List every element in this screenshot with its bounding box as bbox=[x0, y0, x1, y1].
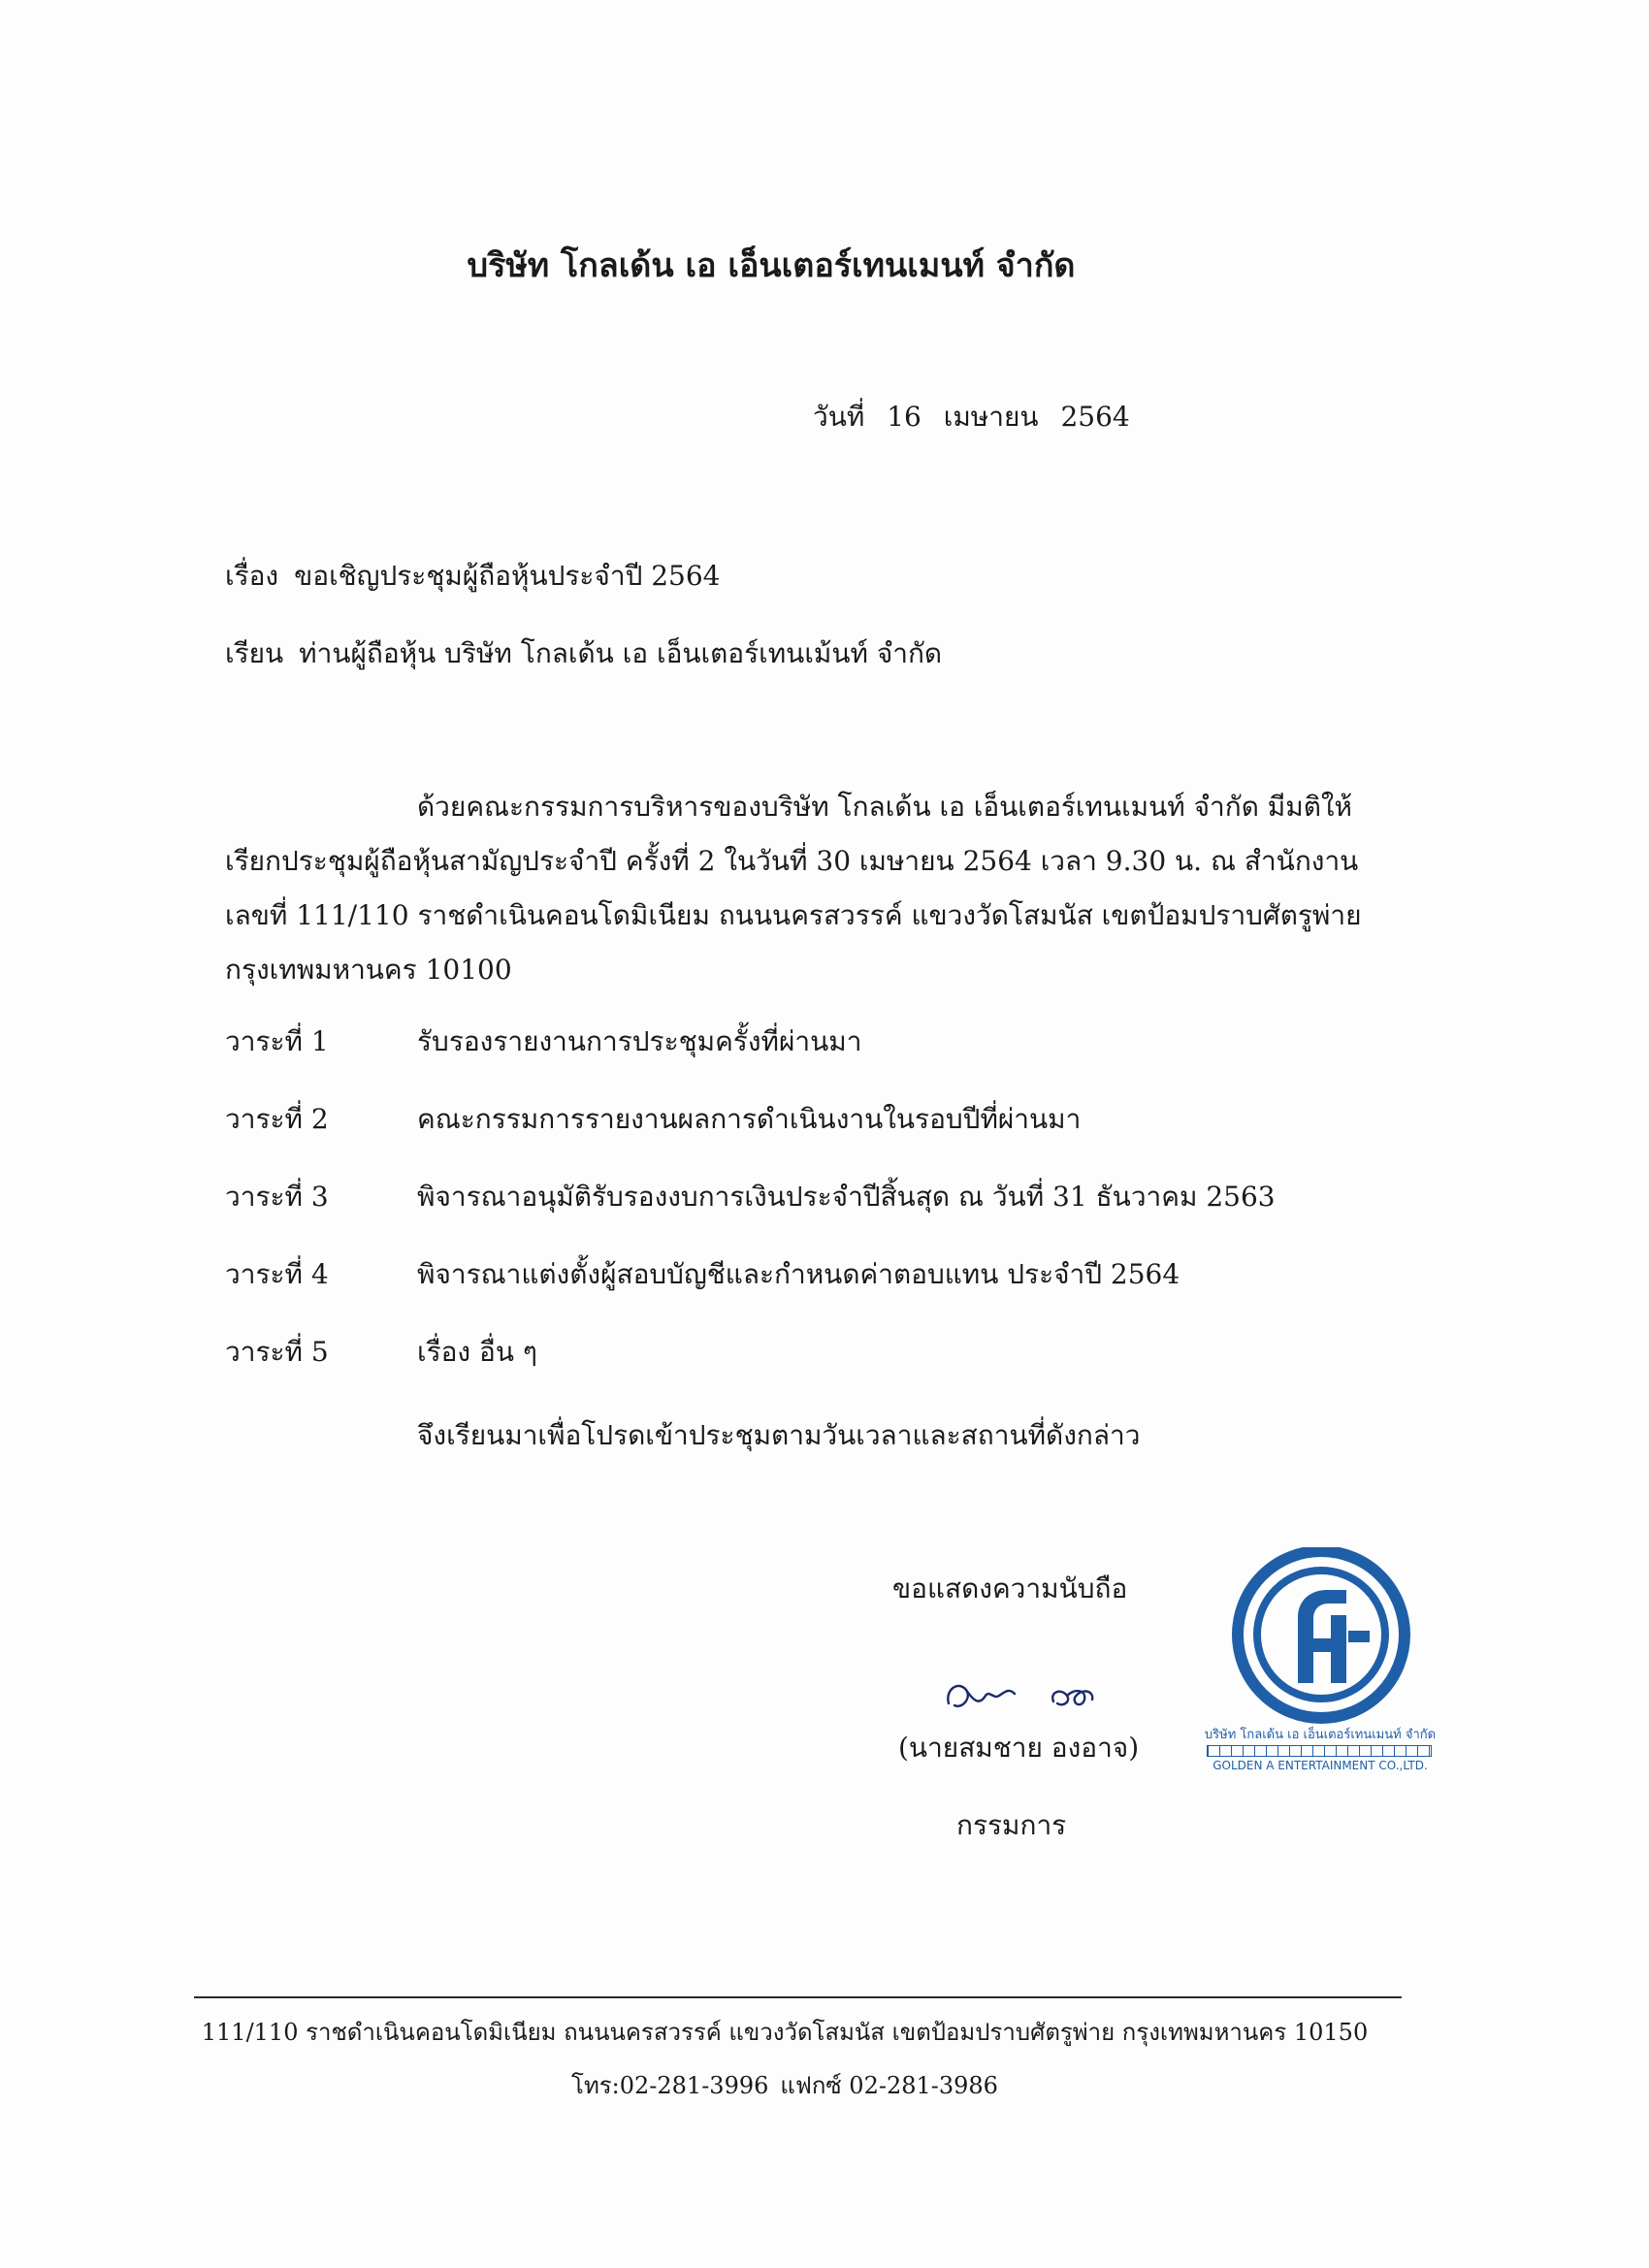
body-paragraph-line: ด้วยคณะกรรมการบริหารของบริษัท โกลเด้น เอ เอ็นเตอร์เทนเมนท์ จำกัด มีมติให้ bbox=[417, 791, 1353, 823]
regards-line: ขอแสดงความนับถือ bbox=[892, 1572, 1128, 1604]
recipient-text: ท่านผู้ถือหุ้น บริษัท โกลเด้น เอ เอ็นเตอร์เทนเม้นท์ จำกัด bbox=[299, 637, 943, 669]
body-paragraph-line: กรุงเทพมหานคร 10100 bbox=[225, 954, 512, 986]
agenda-text: เรื่อง อื่น ๆ bbox=[417, 1336, 537, 1368]
agenda-label: วาระที่ 2 bbox=[225, 1103, 329, 1135]
seal-film-strip bbox=[1207, 1745, 1432, 1757]
footer-fax: แฟกซ์ 02-281-3986 bbox=[780, 2072, 998, 2099]
agenda-label: วาระที่ 4 bbox=[225, 1258, 329, 1290]
footer-divider bbox=[194, 1996, 1402, 1998]
footer-phone: โทร:02-281-3996 bbox=[571, 2072, 769, 2099]
seal-company-name-th: บริษัท โกลเด้น เอ เอ็นเตอร์เทนเมนท์ จำกัด bbox=[1204, 1728, 1437, 1742]
subject-label: เรื่อง bbox=[225, 560, 279, 592]
footer-address: 111/110 ราชดำเนินคอนโดมิเนียม ถนนนครสวรรค์ แขวงวัดโสมนัส เขตป้อมปราบศัตรูพ่าย กรุงเทพมหานคร 10150 bbox=[201, 2019, 1369, 2046]
agenda-item bbox=[225, 1021, 861, 1063]
body-paragraph-line: เรียกประชุมผู้ถือหุ้นสามัญประจำปี ครั้งที่ 2 ในวันที่ 30 เมษายน 2564 เวลา 9.30 น. ณ สำนักงาน bbox=[225, 845, 1359, 877]
company-name-heading: บริษัท โกลเด้น เอ เอ็นเตอร์เทนเมนท์ จำกัด bbox=[467, 246, 1076, 285]
agenda-label: วาระที่ 3 bbox=[225, 1181, 329, 1213]
agenda-label: วาระที่ 5 bbox=[225, 1336, 329, 1368]
date-month: เมษายน bbox=[943, 401, 1039, 433]
seal-company-name-en: GOLDEN A ENTERTAINMENT CO.,LTD. bbox=[1212, 1759, 1428, 1772]
subject-line bbox=[225, 555, 721, 598]
agenda-text: พิจารณาแต่งตั้งผู้สอบบัญชีและกำหนดค่าตอบแทน ประจำปี 2564 bbox=[417, 1258, 1180, 1290]
body-paragraph-line: เลขที่ 111/110 ราชดำเนินคอนโดมิเนียม ถนนนครสวรรค์ แขวงวัดโสมนัส เขตป้อมปราบศัตรูพ่าย bbox=[225, 899, 1362, 931]
subject-text: ขอเชิญประชุมผู้ถือหุ้นประจำปี 2564 bbox=[294, 560, 721, 592]
agenda-text: พิจารณาอนุมัติรับรองงบการเงินประจำปีสิ้นสุด ณ วันที่ 31 ธันวาคม 2563 bbox=[417, 1181, 1276, 1213]
handwritten-signature bbox=[941, 1667, 1135, 1725]
agenda-item bbox=[225, 1098, 1081, 1141]
agenda-text: คณะกรรมการรายงานผลการดำเนินงานในรอบปีที่ผ่านมา bbox=[417, 1103, 1082, 1135]
agenda-item bbox=[225, 1331, 537, 1374]
signer-title: กรรมการ bbox=[956, 1809, 1067, 1841]
date-day: 16 bbox=[887, 401, 922, 433]
agenda-item bbox=[225, 1176, 1276, 1218]
letter-date bbox=[813, 396, 1144, 438]
recipient-label: เรียน bbox=[225, 637, 284, 669]
recipient-line bbox=[225, 632, 942, 675]
footer-contact bbox=[0, 2066, 1569, 2104]
signer-name: (นายสมชาย องอาจ) bbox=[898, 1732, 1140, 1764]
date-label: วันที่ bbox=[813, 401, 865, 433]
closing-sentence: จึงเรียนมาเพื่อโปรดเข้าประชุมตามวันเวลาและสถานที่ดังกล่าว bbox=[417, 1419, 1141, 1451]
date-year: 2564 bbox=[1060, 401, 1130, 433]
agenda-item bbox=[225, 1253, 1180, 1296]
agenda-label: วาระที่ 1 bbox=[225, 1025, 329, 1057]
agenda-text: รับรองรายงานการประชุมครั้งที่ผ่านมา bbox=[417, 1025, 862, 1057]
